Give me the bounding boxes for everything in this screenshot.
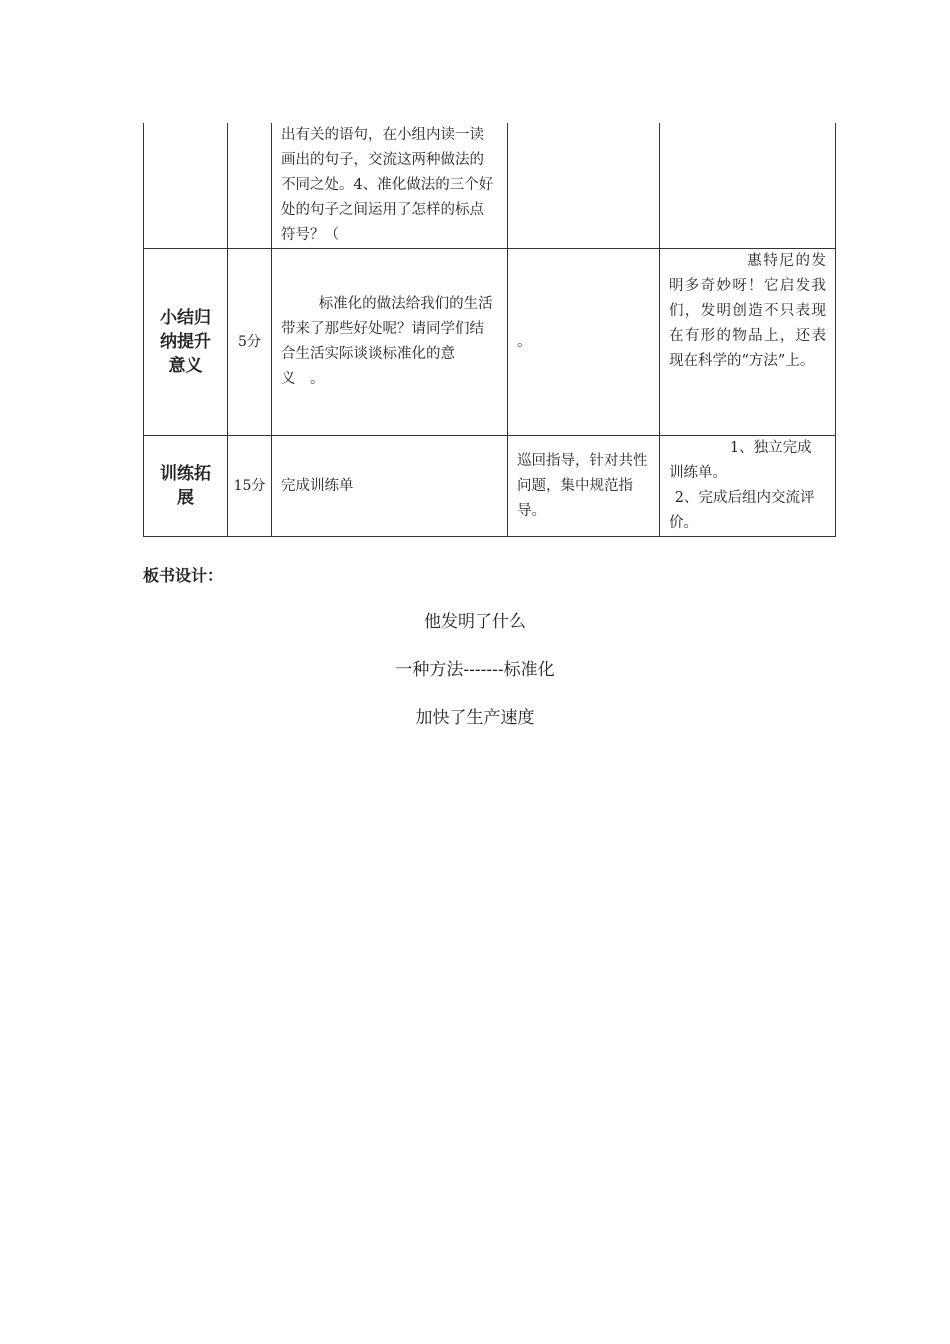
board-design-title: 板书设计： bbox=[143, 566, 224, 585]
activity-cell: 出有关的语句，在小组内读一读画出的句子，交流这两种做法的不同之处。4、准化做法的三个好处的句子之间运用了怎样的标点符号？（ bbox=[272, 123, 508, 249]
student-cell bbox=[660, 249, 836, 436]
board-line-3: 加快了生产速度 bbox=[415, 708, 535, 728]
table-row bbox=[144, 123, 836, 249]
teacher-cell: 巡回指导，针对共性问题，集中规范指导。 bbox=[508, 436, 660, 537]
teacher-cell bbox=[508, 123, 660, 249]
stage-cell bbox=[144, 123, 228, 249]
activity-cell bbox=[272, 249, 508, 436]
student-cell bbox=[660, 436, 836, 537]
lesson-plan-table bbox=[143, 123, 836, 537]
time-cell: 15分 bbox=[228, 436, 272, 537]
student-cell bbox=[660, 123, 836, 249]
table-row bbox=[144, 436, 836, 537]
student-text-2: 2、完成后组内交流评价。 bbox=[669, 490, 815, 531]
teacher-cell: 。 bbox=[508, 249, 660, 436]
board-line-2: 一种方法-------标准化 bbox=[395, 660, 555, 680]
student-text-1: 1、独立完成训练单。 bbox=[669, 440, 812, 481]
time-cell: 5分 bbox=[228, 249, 272, 436]
table-row bbox=[144, 249, 836, 436]
stage-cell: 小结归纳提升意义 bbox=[144, 249, 228, 436]
activity-text: 标准化的做法给我们的生活带来了那些好处呢？请同学们结合生活实际谈谈标准化的意义 。 bbox=[281, 296, 493, 387]
student-text: 惠特尼的发明多奇妙呀！它启发我们，发明创造不只表现在有形的物品上，还表现在科学的“方法”上。 bbox=[669, 253, 826, 369]
stage-cell: 训练拓展 bbox=[144, 436, 228, 537]
activity-cell: 完成训练单 bbox=[272, 436, 508, 537]
time-cell bbox=[228, 123, 272, 249]
board-line-1: 他发明了什么 bbox=[424, 612, 526, 632]
